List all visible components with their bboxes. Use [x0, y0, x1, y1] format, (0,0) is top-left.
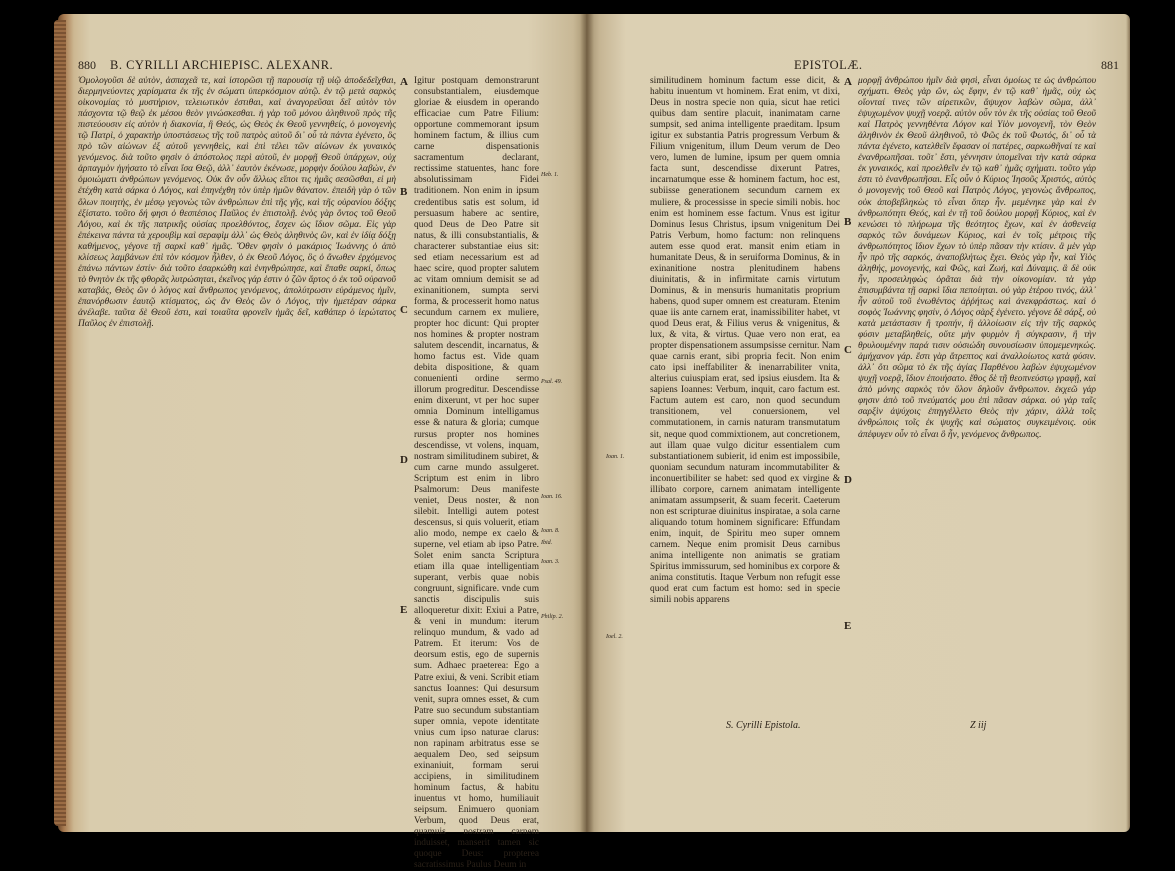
page-edge-left — [54, 20, 66, 826]
section-marker-e: E — [844, 620, 852, 632]
greek-column: Ὁμολογοῦσι δὲ αὐτὸν, ἀσπαχεᾶ τε, καὶ ἱστορῶσι τῇ παρουσίᾳ τῇ υἱῷ ἀποδεδεῖχθαι, διερμηνεύοντες χαρίσματα ἐκ τῆς ἐν σώματι ὑπερκόσμιον αὐτῷ. ἐν τῷ μετὰ σαρκὸς οἰκονομίας τὸ μυστήριον, τελειωτικὸν ἐστιθαι, καὶ ἀναγορεῦσαι δεῖ αὐτὸν τὸν πάσχοντα τῷ θεῷ ἐκ μέσου θεὸν γινώσκεσθαι. ἡ γὰρ τοῦ μόνου ἀληθινοῦ πρὸς τῆς πιστεύουσιν εἰς αὐτὸν ἡ διακονία, ἣ Θεός, ὡς Θεὸς ἐκ Θεοῦ γεννηθείς, ὁ μονογενὴς τῷ Πατρὶ, ὁ χαρακτὴρ ὑποστάσεως τῆς τοῦ πατρὸς αὐτοῦ δι᾽ οὗ τὰ πάντα ἐγένετο, ὃς πρὸ τῶν αἰώνων ἐξ αὐτοῦ γεννηθεὶς, καὶ ἐπὶ τέλει τῶν αἰώνων ἐκ γυναικὸς γενόμενος. διὰ τοῦτο φησὶν ὁ ἀπόστολος περὶ αὐτοῦ, ἐν μορφῇ Θεοῦ ὑπάρχων, οὐχ ἁρπαγμὸν ἡγήσατο τὸ εἶναι ἴσα Θεῷ, ἀλλ᾽ ἑαυτὸν ἐκένωσε, μορφὴν δούλου λαβὼν, ἐν ὁμοιώματι ἀνθρώπων γενόμενος. Οὐκ ἂν οὖν ἄλλως εἴποι τις ἡμᾶς σεσῶσθαι, εἰ μὴ ἐτέχθη κατὰ σάρκα ὁ Λόγος, καὶ ἐπηνέχθη τὸν ὑπὲρ ἡμῶν θάνατον. ἐπειδὴ γὰρ ὁ τῶν ὅλων ποιητὴς, ἐν μέσῳ γεγονὼς τῶν ἀνθρώπων ἐπὶ τῆς γῆς, καὶ τῆς οὐρανίου δόξης ἐξίστατο. τοῦτο δή φησι ὁ θεσπέσιος Παῦλος ἐν ἐπιστολῇ. ἑνὸς γὰρ ὄντος τοῦ Θεοῦ Λόγου, καὶ ἐκ τῆς πατρικῆς οὐσίας προελθόντος, ἔσχεν ὡς ἴδιον σῶμα. Εἰς γὰρ ἐπέκεινα πάντα τὰ χερουβὶμ καὶ σεραφὶμ ἀλλ᾽ ὡς Θεὸς ἀληθινὸς ὢν, καὶ ἐν ἰδίᾳ δόξῃ καθήμενος, γέγονε τῇ σαρκὶ καθ᾽ ἡμᾶς. Ὅθεν φησὶν ὁ μακάριος Ἰωάννης ὁ ἀπὸ κλίσεως λαμβάνων ἐπὶ τὸν κόσμον ἦλθεν, ὁ ἐκ Θεοῦ Λόγος, ὃς ὁ ἄνωθεν ἐρχόμενος ἐπάνω πάντων ἐστίν· διὰ τοῦτο ἐσαρκώθη καὶ ἐνηνθρώπησε, καὶ ἔπαθε σαρκί, ὅπως τὸ θνητὸν ἐκ τῆς φθορᾶς λυτρώσηται, ἐκεῖνος γάρ ἐστιν ὁ ζῶν ἄρτος ὁ ἐκ τοῦ οὐρανοῦ καταβάς, Θεὸς ὢν ὁ λόγος καὶ ἄνθρωπος γενόμενος, ἀπολύτρωσιν εὑράμενος ἡμῖν, ἐπανόρθωσιν ἑαυτῷ κτίσματος, ὡς ἂν Θεὸς ὢν ὁ Λόγος, τὴν ἡμετέραν σάρκα ἀνέλαβε. ταῦτα δὲ Θεοῦ ἐστι, καὶ τοιαῦτα φρονεῖν ἡμᾶς δεῖ, καθάπερ ὁ ἱερώτατος Παῦλος ἐν ἐπιστολῇ. — [78, 76, 396, 330]
margin-note: Ioan. 16. — [541, 494, 563, 500]
left-page — [58, 14, 586, 871]
margin-note: Ioan. 8. — [541, 528, 560, 534]
margin-note: Ioan. 1. — [606, 454, 625, 460]
section-marker-a: A — [844, 76, 852, 88]
margin-note: Heb. 1. — [541, 172, 559, 178]
left-page-number: 880 — [78, 58, 96, 72]
book-spread — [58, 14, 1130, 871]
margin-note: Ibid. — [541, 540, 553, 546]
section-marker-b: B — [844, 216, 852, 228]
left-running-head: B. CYRILLI ARCHIEPISC. ALEXANR. — [110, 58, 334, 72]
margin-note: Ioel. 2. — [606, 634, 623, 640]
signature-mark: Z iij — [970, 720, 987, 731]
greek-column: μορφῇ ἀνθρώπου ἡμῖν διὰ φησὶ, εἶναι ὁμοίως τε ὡς ἀνθρώπου σχήματι. Θεὸς γὰρ ὤν, ὡς ἔφην, ἐν τῷ καθ᾽ ἡμᾶς, οὐχ ὡς οἴονταί τινες τῶν αἱρετικῶν, ἄψυχον λαβὼν σῶμα, ἀλλ᾽ ἐψυχωμένον ψυχῇ νοερᾷ. αὐτὸν οὖν τὸν ἐκ τῆς οὐσίας τοῦ Θεοῦ καὶ Πατρὸς γεννηθέντα Λόγον καὶ Υἱὸν μονογενῆ, τὸν Θεὸν ἀληθινὸν ἐκ Θεοῦ ἀληθινοῦ, τὸ Φῶς ἐκ τοῦ Φωτός, δι᾽ οὗ τὰ πάντα ἐγένετο, κατελθεῖν ἔφασαν οἱ πατέρες, σαρκωθῆναί τε καὶ ἐνανθρωπῆσαι. τοῦτ᾽ ἔστι, γέννησιν ὑπομεῖναι τὴν κατὰ σάρκα ἐκ γυναικός, καὶ προελθεῖν ἐν τῷ καθ᾽ ἡμᾶς σχήματι. τοῦτο γάρ ἐστι τὸ ἐνανθρωπῆσαι. Εἷς οὖν ὁ Κύριος Ἰησοῦς Χριστός, αὐτὸς ὁ μονογενὴς τοῦ Θεοῦ καὶ Πατρὸς Λόγος, γεγονὼς ἄνθρωπος, οὐκ ἀποβεβληκὼς τὸ εἶναι ὅπερ ἦν. μεμένηκε γὰρ καὶ ἐν ἀνθρωπότητι Θεός, καὶ ἐν τῇ τοῦ δούλου μορφῇ Κύριος, καὶ ἐν κενώσει τὸ πλήρωμα τῆς θεότητος ἔχων, καὶ ἐν ἀσθενείᾳ σαρκὸς τῶν δυνάμεων Κύριος, καὶ ἐν τοῖς μέτροις τῆς ἀνθρωπότητος ἴδιον ἔχων τὸ ὑπὲρ πᾶσαν τὴν κτίσιν. ἃ μὲν γὰρ ἦν πρὸ τῆς σαρκός, ἀναποβλήτως ἔχει. Θεὸς γὰρ ἦν, καὶ Υἱὸς ἀληθής, μονογενής, καὶ Φῶς, καὶ Ζωή, καὶ Δύναμις. ἃ δὲ οὐκ ἦν, προσειληφὼς ὁρᾶται διὰ τὴν οἰκονομίαν. τὰ γὰρ ἐπισυμβάντα τῇ σαρκὶ ἴδια πεποίηται. οὐ γὰρ ἑτέρου τινός, ἀλλ᾽ ἦν αὐτοῦ τοῦ ἑνωθέντος ἀῤῥήτως καὶ ἀνεκφράστως. καὶ ὁ σοφὸς Ἰωάννης φησίν, ὁ Λόγος σὰρξ ἐγένετο. γέγονε δὲ σάρξ, οὐ κατὰ μετάστασιν ἢ τροπήν, ἢ ἀλλοίωσιν εἰς τὴν τῆς σαρκὸς φύσιν μεταβληθείς, οὔτε μὴν φυρμὸν ἢ σύγκρασιν, ἢ τὴν θρυλουμένην παρά τισιν οὐσιώδη συνουσίωσιν ὑπομεμενηκώς. ἀμήχανον γάρ. ἔστι γὰρ ἄτρεπτος καὶ ἀναλλοίωτος κατὰ φύσιν. ἀλλ᾽ ὅτι σῶμα τὸ ἐκ τῆς ἁγίας Παρθένου λαβὼν ἐψυχωμένον ψυχῇ νοερᾷ, ἴδιον ἐποιήσατο. ἔθος δὲ τῇ θεοπνεύστῳ γραφῇ, καὶ ἀπὸ μόνης σαρκὸς τὸν ὅλον δηλοῦν ἄνθρωπον. ἐκχεῶ γάρ φησιν ἀπὸ τοῦ πνεύματός μου ἐπὶ πᾶσαν σάρκα. οὐ γὰρ ταῖς σαρξὶν ἀψύχοις ἐπηγγέλλετο Θεὸς τὴν χάριν, ἀλλὰ τοῖς ἀνθρώποις τοῖς ἐκ ψυχῆς καὶ σώματος συγκειμένοις. οὐκ ἀπέφυγεν οὖν τὸ εἶναι ὃ ἦν, γενόμενος ἄνθρωπος. — [858, 76, 1096, 440]
section-marker-d: D — [400, 454, 408, 466]
margin-note: Philip. 2. — [541, 614, 564, 620]
section-marker-c: C — [400, 304, 408, 316]
book-gutter — [580, 14, 594, 832]
section-marker-d: D — [844, 474, 852, 486]
footer-catchword: S. Cyrilli Epistola. — [726, 720, 801, 731]
margin-note: Psal. 49. — [541, 379, 563, 385]
section-marker-e: E — [400, 604, 408, 616]
right-page — [586, 14, 1130, 832]
latin-column: Igitur postquam demonstrarunt consubstantialem, eiusdemque gloriae & eiusdem in operando efficaciae cum Patre Filium: opportune commemorant ipsum hominem factum, & illius cum carne dispensationis sacramentum declarant, rectissime statuentes, hanc fore absolutissimam Fidei traditionem. Non enim in ipsum credentibus satis est solum, id persuasum habere ac sentire, quod Deus de Deo Patre sit natus, & illi consubstantialis, & characterer substantiae eius sit: sed etiam necessarium est ad haec scire, quod propter salutem ac vitam omnium demisit se ad exinanitionem, sumpta servi forma, & processerit homo natus secundum carnem ex muliere, propter hoc dicunt: Qui propter nos homines & propter nostram salutem descendit, incarnatus, & homo factus est. Vide quam debita dispositione, & quam conuenienti ordine sermo illorum progreditur. Descendisse enim dixerunt, vt per hoc super omnia Dominum intelligamus esse & natura & gloria; cumque rursus propter nos homines descendisse, vt volens, inquam, nostram similitudinem subiret, & cum carne mundo assulgeret. Scriptum est enim in libro Psalmorum: Deus manifeste veniet, Deus noster, & non silebit. Intelligi autem potest descensus, si quis voluerit, etiam alio modo, nempe ex caelo & superne, vel etiam ab ipso Patre. Solet enim sancta Scriptura etiam illa quae intelligentiam superant, verbis quae nobis congruunt, significare. vnde cum sanctis discipulis suis alloqueretur dixit: Exiui a Patre, & veni in mundum: iterum relinquo mundum, & vado ad Patrem. Et iterum: Vos de deorsum estis, ego de supernis sum. Adhaec praeterea: Ego a Patre exiui, & veni. Scribit etiam sanctus Ioannes: Qui desursum venit, supra omnes esset, & cum Patre suo secundum substantiam super omnia, vepote identitate vnius cum ipso naturae clarus: non rapinam arbitratus esse se aequalem Deo, sed seipsum exinaniuit, formam serui accipiens, in similitudinem hominum factus, & habitu inuentus vt homo, humiliauit seipsum. Enimuero quoniam Verbum, quod Deus erat, quamuis nostram carnem induisset, manserit tamen sic quoque Deus: propterea sacratissimus Paulus Deum in — [414, 76, 539, 871]
section-marker-c: C — [844, 344, 852, 356]
latin-column: similitudinem hominum factum esse dicit, & habitu inuentum vt hominem. Erat enim, vt dixi, Deus in nostra specie non quia, sicut hae retici quibus dam sentire placuit, inanimatam carne sumpsit, sed anima intelligente praeditam. Ipsum igitur ex substantia Patris progressum Verbum & Filium vnigenitum, illum Deum verum de Deo vero, lumen de lumine, ipsum per quem omnia facta sunt, descendisse dixerunt Patres, incarnatumque esse & hominem factum, hoc est, subiisse generationem secundum carnem ex muliere, & processisse in specie simili nobis. hoc enim est hominem esse factum. Vnus est igitur Dominus Iesus Christus, ipsum vnigenitum Dei Patris Verbum, homo factum: non relinquens autem esse quod erat. mansit enim etiam in humanitate Deus, & in seruiforma Dominus, & in exinanitione nostra plenitudinem habens diuinitatis, & in infirmitate carnis virtutum Dominus, & in mensuris humanitatis proprium habens, quod super omnem est creaturam. Etenim quae iis ante carnem erat, inamissibiliter habet, vt quod Deus erat, & Filius verus & vnigenitus, & lux, & vita, & virtus. Quae vero non erat, ea propter dispensationem assumpsisse cernitur. Nam quae carnis erant, sibi propria fecit. Non enim cato ipsi ineffabiliter & inenarrabiliter vnita, alterius cuiuspiam erat, sed ipsius eiusdem. Ita & sapiens Ioannes: Verbum, inquit, caro factum est. Factum autem est caro, non quod secundum transitionem, vel conuersionem, vel commutationem, in carnis naturam transmutatum sit, neque quod commixtionem, aut concretionem, aut illam quae vulgo dicitur essentialem cum substantiationem subierit, id enim est impossibile, quoniam secundum naturam incommutabiliter & inconuertibiliter se habet: sed quod ex virgine & illibato corpore, carnem animatam intelligente animatam assumpserit, & suam fecerit. Caeterum non est scripturae diuinitus inspiratae, a sola carne aliquando totum hominem significare: Effundam enim, inquit, de Spiritu meo super omnem carnem. Neque enim promisit Deus carnibus anima intelligente non animatis se gratiam Spiritus immissurum, sed hominibus ex corpore & anima constitutis. Itaque Verbum non refugit esse quod erat cum factum est homo: sed in specie simili nobis apparens — [650, 76, 840, 606]
section-marker-b: B — [400, 186, 408, 198]
right-page-number: 881 — [1101, 58, 1119, 72]
margin-note: Ioan. 3. — [541, 559, 560, 565]
right-running-head: EPISTOLÆ. — [794, 58, 863, 72]
section-marker-a: A — [400, 76, 408, 88]
